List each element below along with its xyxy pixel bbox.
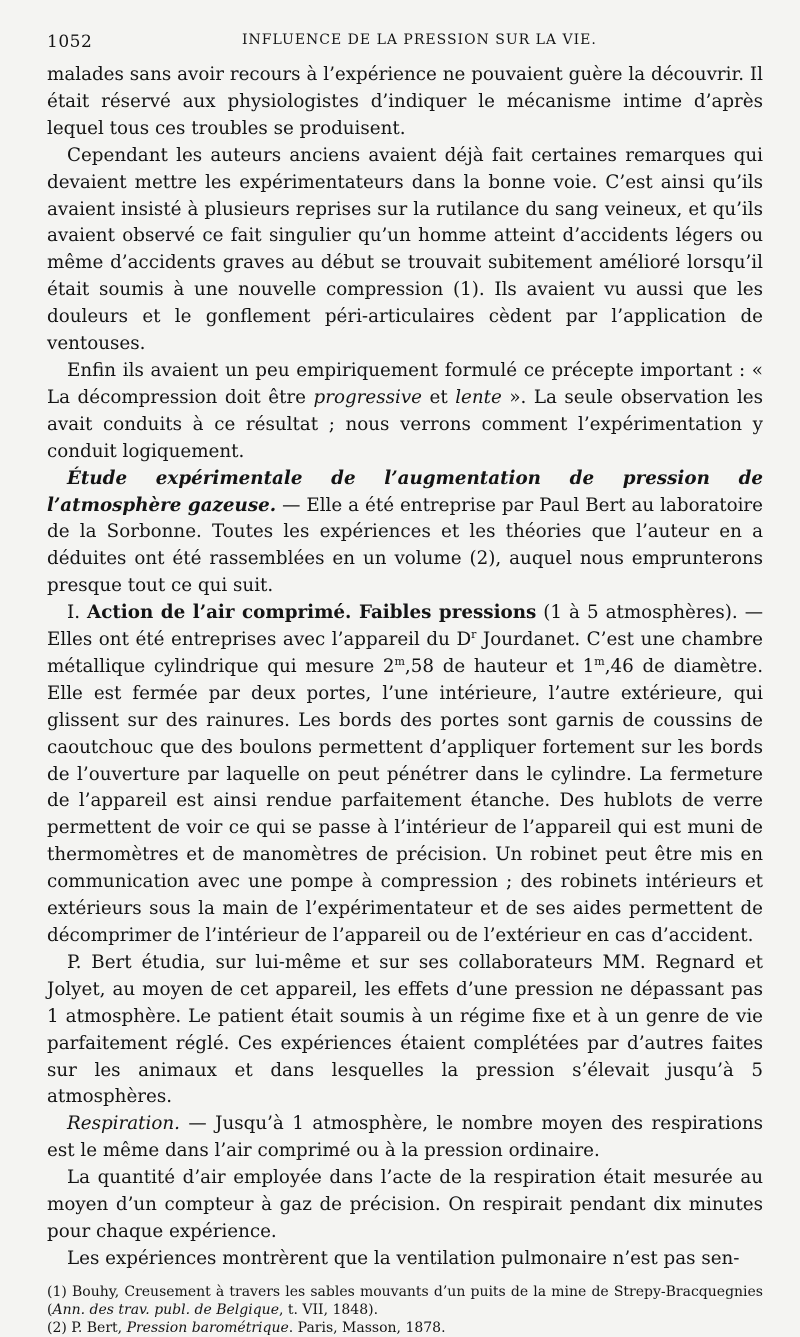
superscript-m-1: m [394,654,405,668]
page-header [47,28,763,54]
paragraph-4 [47,466,763,601]
section-heading-etude: Étude expérimentale de l’augmentation de pression de l’atmosphère gazeuse. [47,467,763,516]
book-page [47,28,764,1336]
paragraph-7 [47,1111,763,1165]
paragraph-3-text-a: Enfin ils avaient un peu empiriquement formulé ce précepte important : « La décompression doit être [47,359,763,408]
subheading-respiration: Respiration. [67,1113,180,1135]
paragraph-3-text-c: ». La seule observation les avait conduits à ce résultat ; nous verrons comment l’expérimentation y conduit logiquement. [47,386,763,462]
footnote-2-text-a: (2) P. Bert, [47,1319,127,1336]
paragraph-5-text-b: Jourdanet. C’est une chambre métallique cylindrique qui mesure 2 [47,629,763,677]
section-heading-action: Action de l’air comprimé. Faibles pressions [87,602,537,624]
paragraph-8: La quantité d’air employée dans l’acte de la respiration était mesurée au moyen d’un compteur à gaz de précision. On respirait pendant dix minutes pour chaque expérience. [47,1167,763,1242]
paragraph-7-text: — Jusqu’à 1 atmosphère, le nombre moyen des respirations est le même dans l’air comprimé ou à la pression ordinaire. [47,1113,763,1162]
section-number: I. [67,602,88,624]
footnote-2 [47,1319,763,1337]
paragraph-5-text-c: ,58 de hauteur et 1 [404,655,595,677]
paragraph-9: Les expériences montrèrent que la ventilation pulmonaire n’est pas sen- [67,1247,740,1269]
footnote-1-emphasis: Ann. des trav. publ. de Belgique [52,1301,279,1318]
emphasis-lente: lente [455,386,502,408]
paragraph-1: malades sans avoir recours à l’expérience ne pouvaient guère la découvrir. Il était réservé aux physiologistes d’indiquer le mécanisme intime d’après lequel tous ces troubles se produisent. [47,64,763,139]
paragraph-6: P. Bert étudia, sur lui-même et sur ses collaborateurs MM. Regnard et Jolyet, au moyen de cet appareil, les effets d’une pression ne dépassant pas 1 atmosphère. Le patient était soumis à un régime fixe et à un genre de vie parfaitement réglé. Ces expériences étaient complétées par d’autres faites sur les animaux et dans lesquelles la pression s’élevait jusqu’à 5 atmosphères. [47,951,763,1108]
paragraph-2: Cependant les auteurs anciens avaient déjà fait certaines remarques qui devaient mettre les expérimentateurs dans la bonne voie. C’est ainsi qu’ils avaient insisté à plusieurs reprises sur la rutilance du sang veineux, et qu’ils avaient observé ce fait singulier qu’un homme atteint d’accidents légers ou même d’accidents graves au début se trouvait subitement amélioré lorsqu’il était soumis à une nouvelle compression (1). Ils avaient vu aussi que les douleurs et le gonflement péri-articulaires cèdent par l’application de ventouses. [47,144,763,355]
page-number: 1052 [47,32,93,52]
footnote-2-emphasis: Pression barométrique [126,1319,289,1336]
emphasis-progressive: progressive [313,386,422,408]
superscript-m-2: m [594,654,605,668]
footnote-2-text-b: . Paris, Masson, 1878. [288,1319,446,1336]
paragraph-3 [47,358,763,466]
paragraph-4-text: — Elle a été entreprise par Paul Bert au laboratoire de la Sorbonne. Toutes les expériences et les théories que l’auteur en a déduites ont été rassemblées en un volume (2), auquel nous emprunterons presque tout ce qui suit. [47,494,763,597]
footnote-1-text-a: (1) Bouhy, Creusement à travers les sables mouvants d’un puits de la mine de Strepy-Bracquegnies ( [47,1283,763,1318]
paragraph-3-text-b: et [421,386,456,408]
running-title: INFLUENCE DE LA PRESSION SUR LA VIE. [242,32,597,48]
footnote-1 [47,1283,763,1319]
paragraph-5 [47,600,763,950]
body-text [47,62,763,1273]
paragraph-5-text-a: (1 à 5 atmosphères). — Elles ont été entreprises avec l’appareil du D [47,602,764,651]
paragraph-5-text-d: ,46 de diamètre. Elle est fermée par deux portes, l’une intérieure, l’autre extérieure, qui glissent sur des rainures. Les bords des portes sont garnis de coussins de caoutchouc que des boulons permettent d’appliquer fortement sur les bords de l’ouverture par laquelle on peut pénétrer dans le cylindre. La fermeture de l’appareil est ainsi rendue parfaitement étanche. Des hublots de verre permettent de voir ce qui se passe à l’intérieur de l’appareil qui est muni de thermomètres et de manomètres de précision. Un robinet peut être mis en communication avec une pompe à compression ; des robinets intérieurs et extérieurs sous la main de l’expérimentateur et de ses aides permettent de décomprimer de l’intérieur de l’appareil ou de l’extérieur en cas d’accident. [47,655,763,946]
superscript-r: r [471,627,477,641]
footnote-1-text-b: , t. VII, 1848). [278,1301,379,1318]
